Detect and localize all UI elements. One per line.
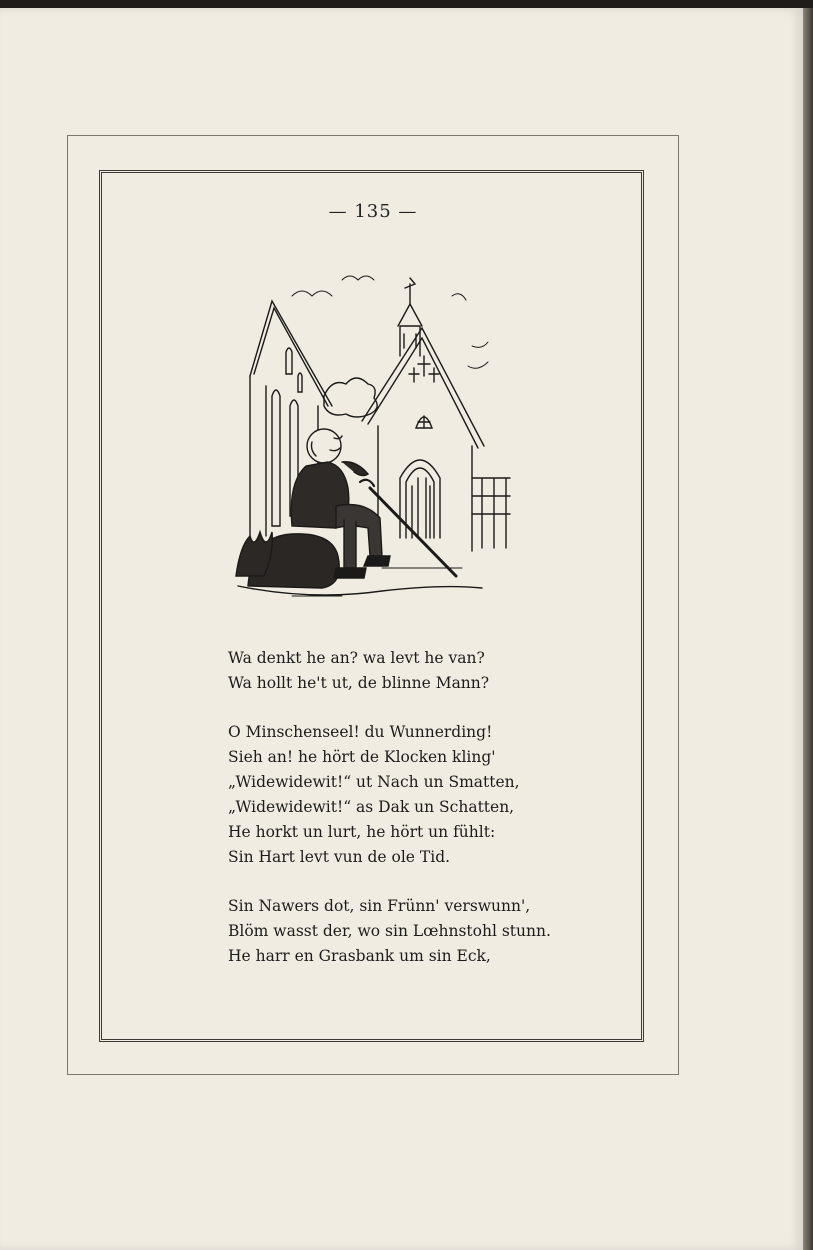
poem-line: He harr en Grasbank um sin Eck, [228,947,491,965]
poem-line: Wa hollt he't ut, de blinne Mann? [228,674,490,692]
woodcut-illustration-icon [232,256,512,606]
page-number: — 135 — [328,201,418,222]
poem-line: „Widewidewit!“ ut Nach un Smatten, [228,773,520,791]
poem-line: Blöm wasst der, wo sin Lœhnstohl stunn. [228,922,551,940]
poem-line: „Widewidewit!“ as Dak un Schatten, [228,798,515,816]
poem-line: Wa denkt he an? wa levt he van? [228,649,485,667]
poem-line: He horkt un lurt, he hört un fühlt: [228,823,496,841]
poem-line: O Minschenseel! du Wunnerding! [228,723,493,741]
poem-line: Sin Hart levt vun de ole Tid. [228,848,451,866]
stanza-gap [228,870,558,894]
page-edge [803,8,813,1250]
poem-text [228,646,558,969]
poem-line: Sin Nawers dot, sin Frünn' verswunn', [228,897,531,915]
stanza-gap [228,696,558,720]
poem-line: Sieh an! he hört de Klocken kling' [228,748,496,766]
